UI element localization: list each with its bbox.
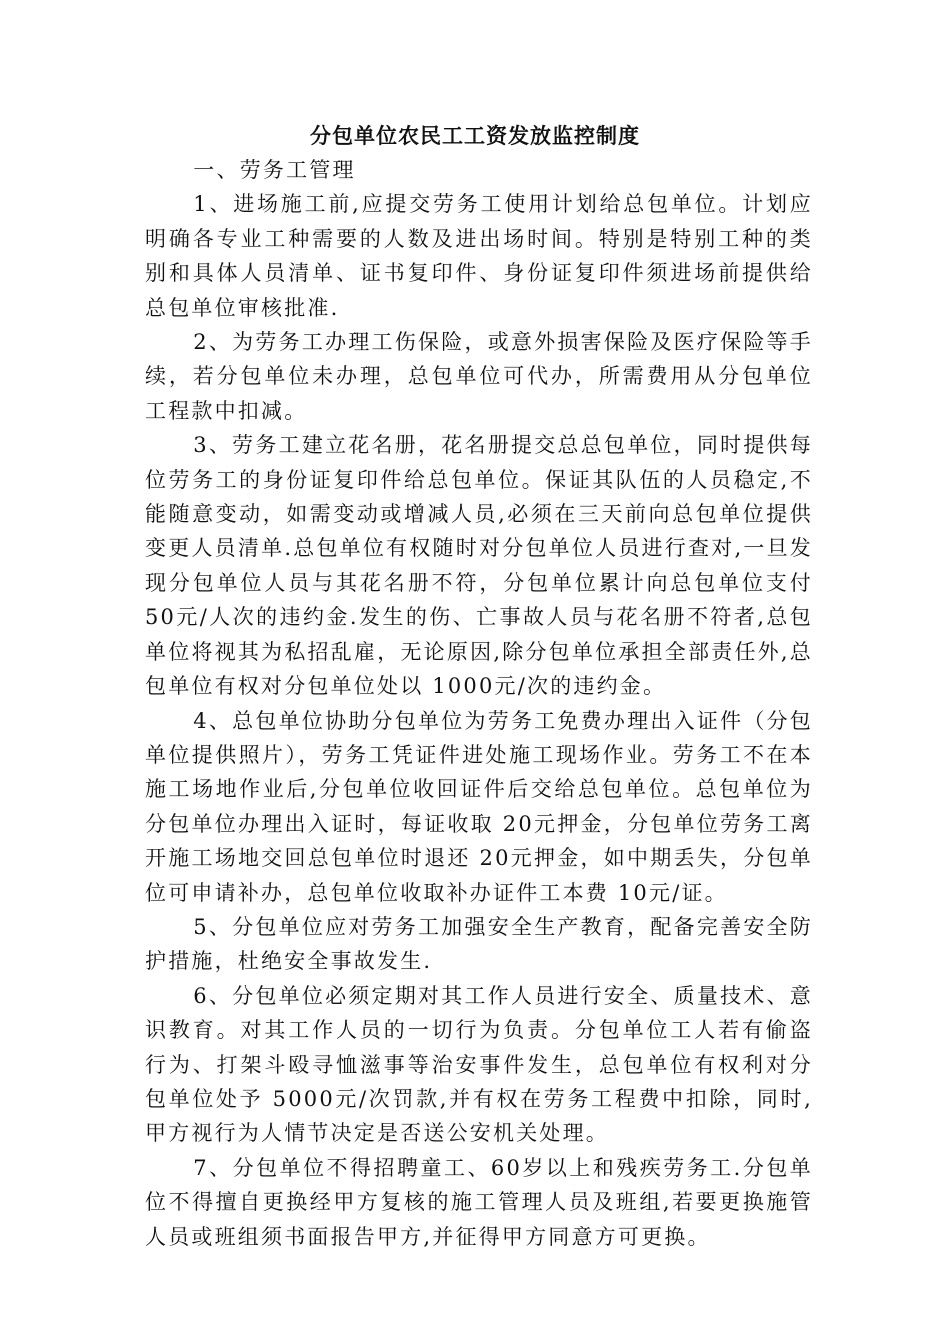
paragraph-3: 3、劳务工建立花名册，花名册提交总总包单位，同时提供每位劳务工的身份证复印件给总包单位。保证其队伍的人员稳定,不能随意变动，如需变动或增减人员,必须在三天前向总包单位提供变更人员清单.总包单位有权随时对分包单位人员进行查对,一旦发现分包单位人员与其花名册不符，分包单位累计向总包单位支付 50元/人次的违约金.发生的伤、亡事故人员与花名册不符者,总包单位将视其为私招乱雇，无论原因,除分包单位承担全部责任外,总包单位有权对分包单位处以 1000元/次的违约金。 [145,433,813,699]
paragraph-7: 7、分包单位不得招聘童工、60岁以上和残疾劳务工.分包单位不得擅自更换经甲方复核的施工管理人员及班组,若要更换施管人员或班组须书面报告甲方,并征得甲方同意方可更换。 [145,1155,813,1249]
paragraph-2: 2、为劳务工办理工伤保险，或意外损害保险及医疗保险等手续，若分包单位未办理，总包单位可代办，所需费用从分包单位工程款中扣减。 [145,330,813,423]
section-heading: 一、劳务工管理 [193,158,356,182]
paragraph-5: 5、分包单位应对劳务工加强安全生产教育，配备完善安全防护措施，杜绝安全事故发生. [145,914,813,974]
paragraph-4: 4、总包单位协助分包单位为劳务工免费办理出入证件（分包单位提供照片），劳务工凭证件进处施工现场作业。劳务工不在本施工场地作业后,分包单位收回证件后交给总包单位。总包单位为分包单位办理出入证时，每证收取 20元押金，分包单位劳务工离开施工场地交回总包单位时退还 20元押金，如中期丢失，分包单位可申请补办，总包单位收取补办证件工本费 10元/证。 [145,708,813,905]
document-body [145,153,813,1254]
paragraph-1: 1、进场施工前,应提交劳务工使用计划给总包单位。计划应明确各专业工种需要的人数及进出场时间。特别是特别工种的类别和具体人员清单、证书复印件、身份证复印件须进场前提供给总包单位审核批准. [145,192,813,320]
paragraph-6: 6、分包单位必须定期对其工作人员进行安全、质量技术、意识教育。对其工作人员的一切行为负责。分包单位工人若有偷盗行为、打架斗殴寻恤滋事等治安事件发生，总包单位有权利对分包单位处予 5000元/次罚款,并有权在劳务工程费中扣除，同时,甲方视行为人情节决定是否送公安机关处理。 [145,983,813,1146]
document-title: 分包单位农民工工资发放监控制度 [310,123,640,148]
